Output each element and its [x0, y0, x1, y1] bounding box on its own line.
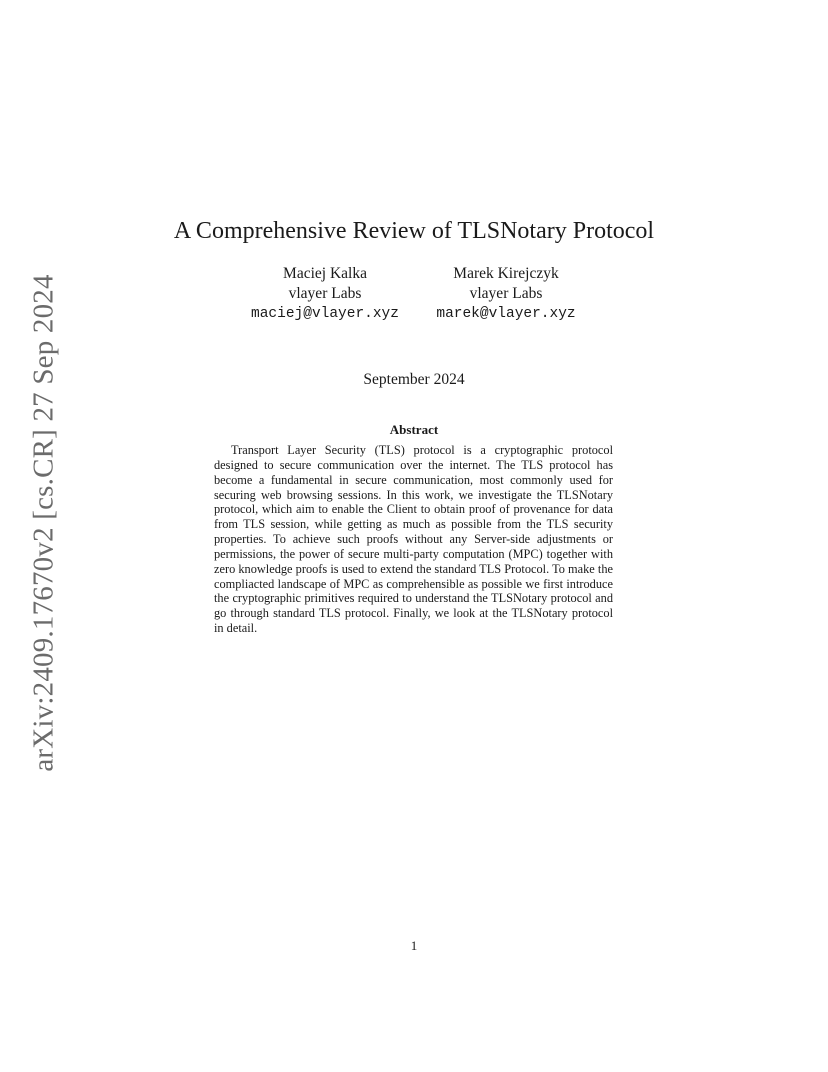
abstract-paragraph: Transport Layer Security (TLS) protocol is a cryptographic protocol designed to secure communication over the internet. The TLS protocol has become a fundamental in secure communication, most commonly used for securing web browsing sessions. In this work, we investigate the TLSNotary protocol, which aim to enable the Client to obtain proof of provenance for data from TLS session, while getting as much as possible from the TLS security properties. To achieve such proofs without any Server-side adjustments or permissions, the power of secure multi-party computation (MPC) together with zero knowledge proofs is used to extend the standard TLS Protocol. To make the compliacted landscape of MPC as comprehensible as possible we first introduce the cryptographic primitives required to understand the TLSNotary protocol and go through standard TLS protocol. Finally, we look at the TLSNotary protocol in detail.: [214, 443, 613, 636]
author-affiliation: vlayer Labs: [288, 285, 362, 302]
author-email: marek@vlayer.xyz: [436, 306, 576, 322]
author-name: Marek Kirejczyk: [453, 265, 559, 282]
author-block-1: [225, 264, 425, 324]
author-email: maciej@vlayer.xyz: [251, 306, 399, 322]
author-affiliation: vlayer Labs: [469, 285, 543, 302]
abstract-heading: Abstract: [389, 422, 439, 437]
arxiv-identifier-stamp: arXiv:2409.17670v2 [cs.CR] 27 Sep 2024: [27, 274, 60, 772]
author-block-2: [406, 264, 606, 324]
paper-title: A Comprehensive Review of TLSNotary Protocol: [173, 218, 655, 244]
author-name: Maciej Kalka: [283, 265, 367, 282]
publication-date: September 2024: [363, 371, 465, 388]
abstract-body: [214, 443, 613, 636]
page-number: 1: [410, 938, 418, 953]
